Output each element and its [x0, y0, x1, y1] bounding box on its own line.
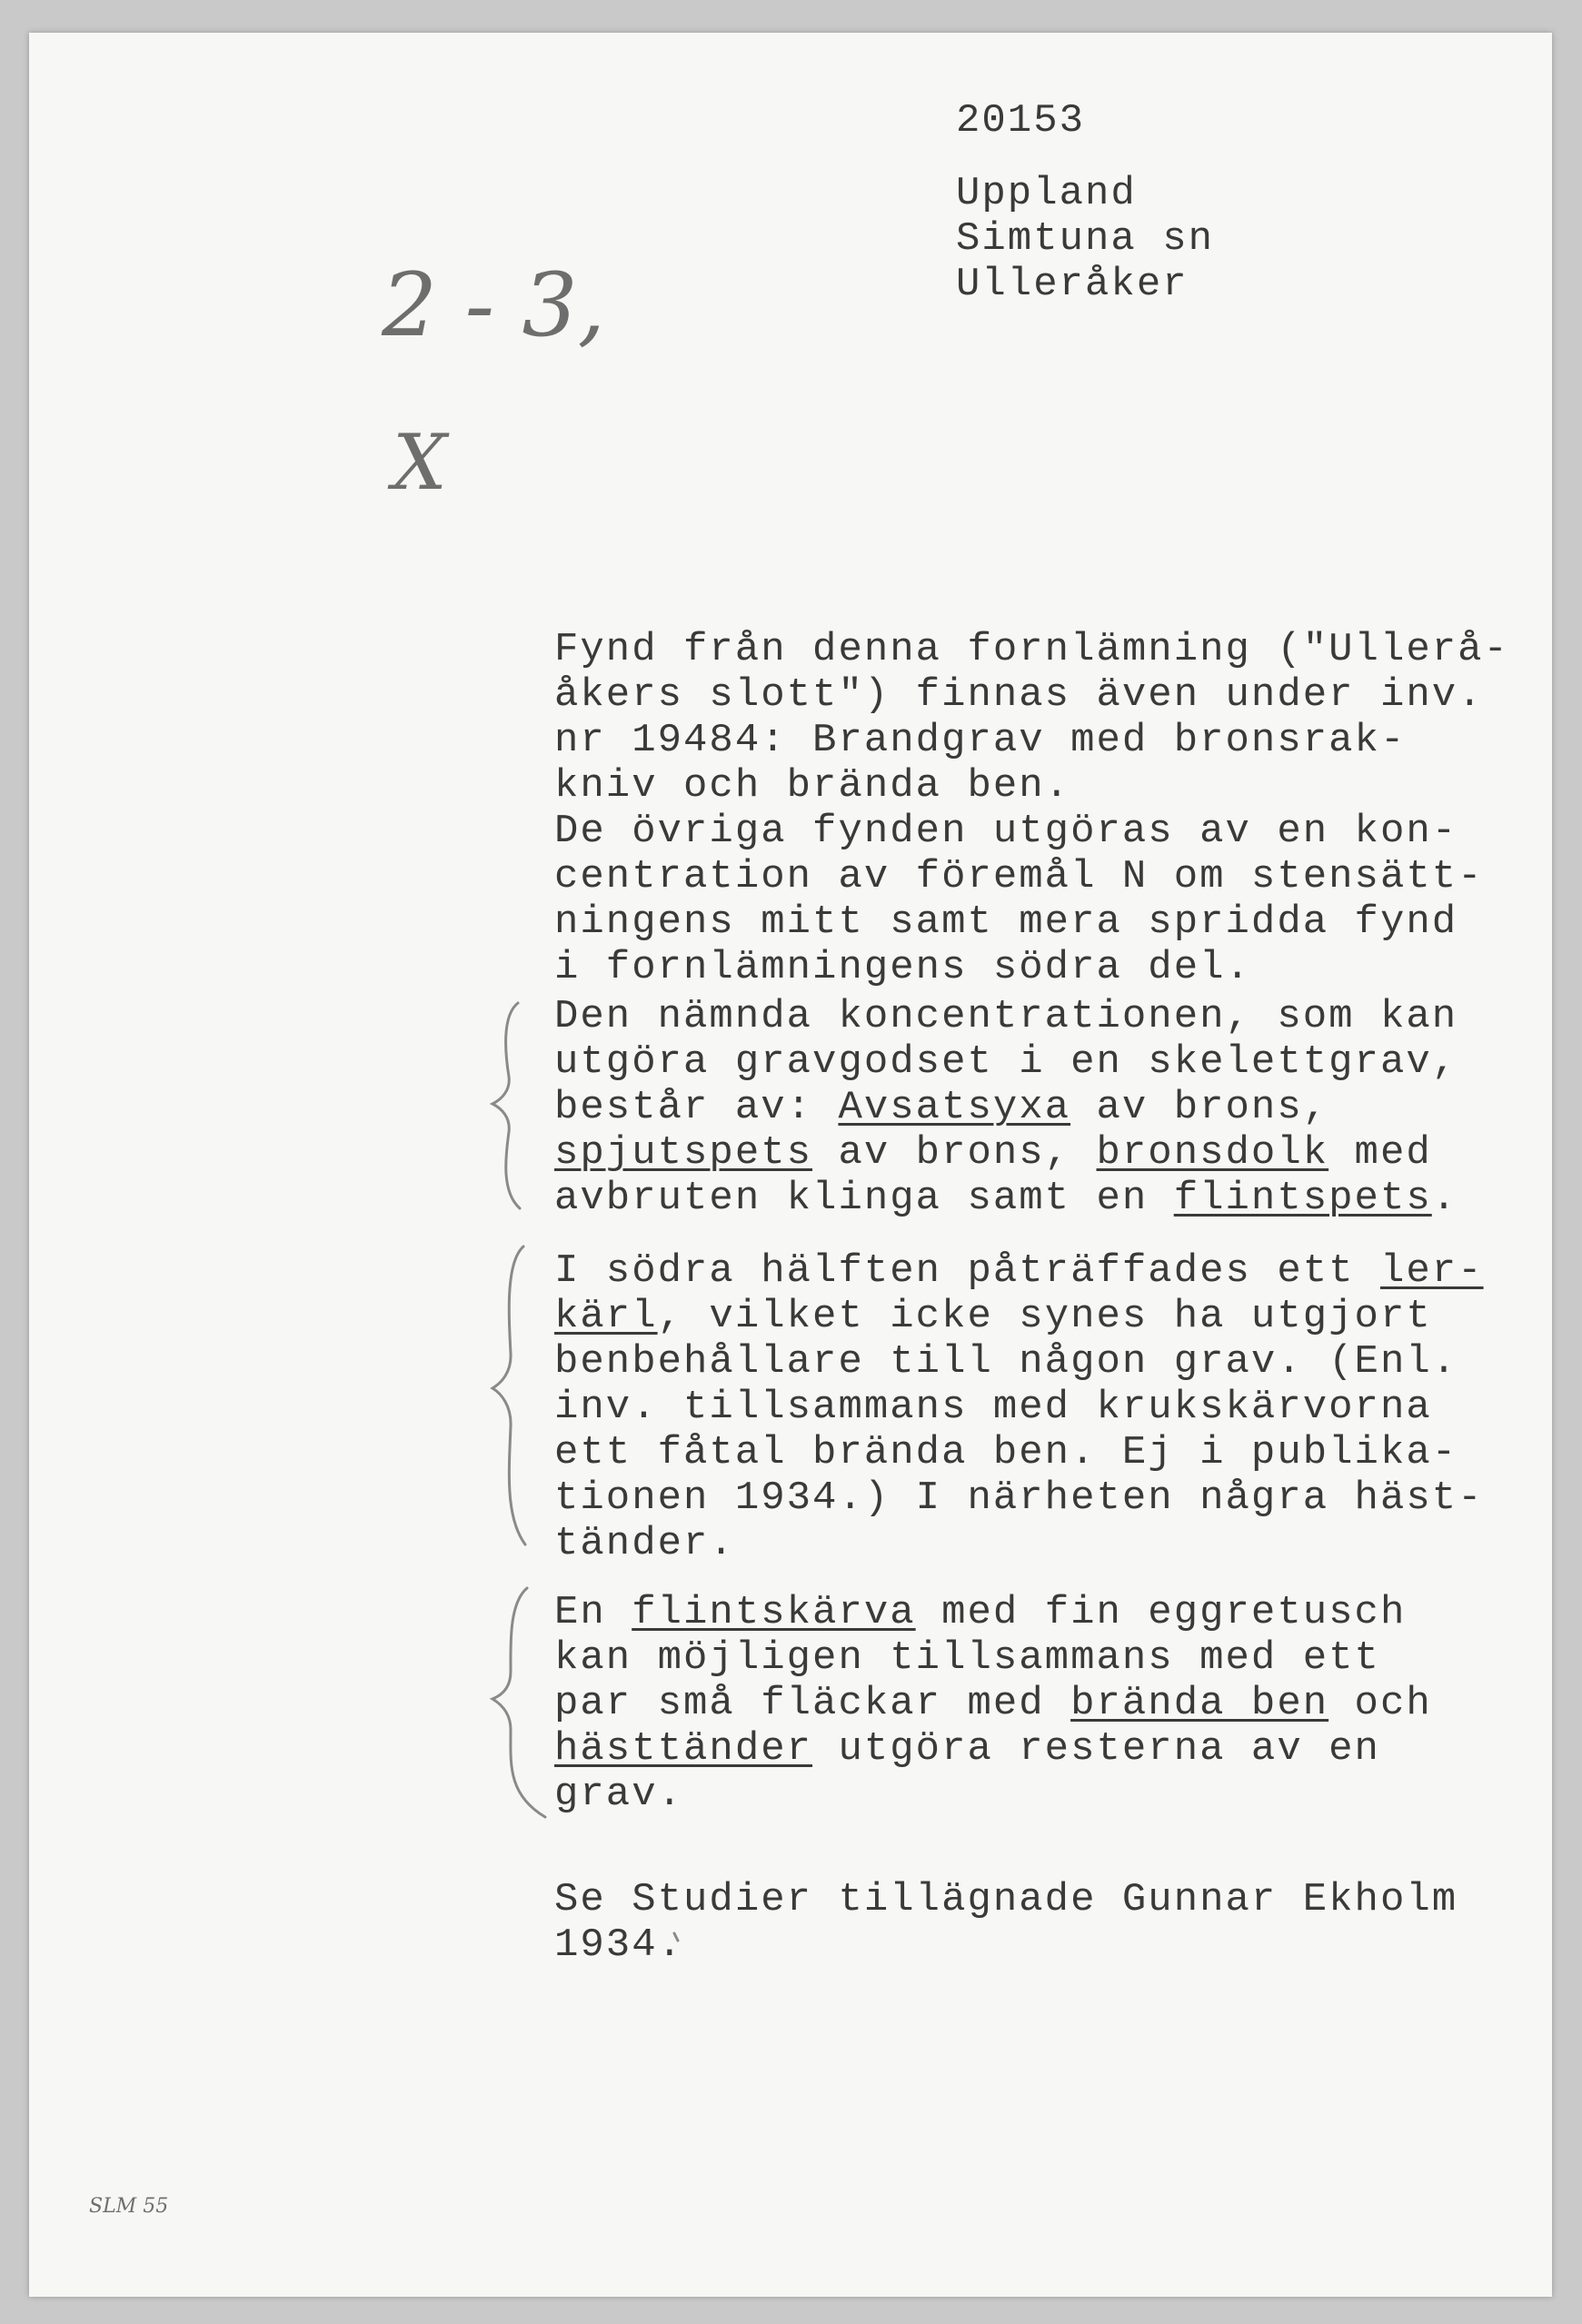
paragraph-4-line-7: tänder. — [554, 1521, 735, 1566]
underlined-term: bronsdolk — [1096, 1130, 1329, 1176]
footer-code: SLM 55 — [89, 2195, 169, 2218]
text-run: par små fläckar med — [554, 1681, 1071, 1726]
text-run: . — [1431, 1176, 1458, 1221]
margin-note-range: 2 - 3, — [382, 254, 606, 356]
paragraph-3-line-1: Den nämnda koncentrationen, som kan — [554, 994, 1458, 1039]
text-run: En — [554, 1590, 632, 1635]
text-run: utgöra resterna av en — [812, 1726, 1380, 1772]
underlined-term: flintskärva — [632, 1590, 916, 1635]
paragraph-4-line-4: inv. tillsammans med krukskärvorna — [554, 1385, 1432, 1430]
underlined-term: spjutspets — [554, 1130, 813, 1176]
paragraph-3-line-2: utgöra gravgodset i en skelettgrav, — [554, 1039, 1458, 1085]
paragraph-5-line-5: grav. — [554, 1772, 684, 1817]
text-run: med — [1328, 1130, 1432, 1176]
header-parish: Simtuna sn — [956, 216, 1215, 262]
paragraph-1-line-4: kniv och brända ben. — [554, 763, 1071, 809]
underlined-term: hästtänder — [554, 1726, 813, 1772]
reference-line-2: 1934. — [554, 1922, 684, 1968]
bracket-paragraph-4 — [493, 1246, 525, 1544]
paragraph-4-line-6: tionen 1934.) I närheten några häst- — [554, 1475, 1484, 1521]
text-run: I södra hälften påträffades ett — [554, 1248, 1380, 1294]
paragraph-1-line-3: nr 19484: Brandgrav med bronsrak- — [554, 718, 1407, 763]
margin-note-mark: X — [393, 418, 447, 507]
paragraph-2-line-3: ningens mitt samt mera spridda fynd — [554, 899, 1458, 945]
text-run: av brons, — [812, 1130, 1097, 1176]
paragraph-2-line-2: centration av föremål N om stensätt- — [554, 854, 1484, 899]
bracket-paragraph-5 — [493, 1588, 545, 1817]
paragraph-5-line-2: kan möjligen tillsammans med ett — [554, 1635, 1380, 1681]
underlined-term: ler- — [1379, 1248, 1484, 1294]
paragraph-2-line-4: i fornlämningens södra del. — [554, 945, 1251, 990]
pencil-tick — [674, 1933, 678, 1941]
text-run: med fin eggretusch — [915, 1590, 1407, 1635]
underlined-term: kärl — [554, 1294, 658, 1339]
text-run: av brons, — [1070, 1085, 1329, 1130]
header-site: Ulleråker — [956, 262, 1189, 307]
inventory-number: 20153 — [956, 98, 1086, 144]
text-run: avbruten klinga samt en — [554, 1176, 1174, 1221]
text-run: , vilket icke synes ha utgjort — [657, 1294, 1432, 1339]
underlined-term: flintspets — [1173, 1176, 1432, 1221]
header-province: Uppland — [956, 171, 1137, 216]
text-run: och — [1328, 1681, 1432, 1726]
reference-line-1: Se Studier tillägnade Gunnar Ekholm — [554, 1877, 1458, 1922]
underlined-term: brända ben — [1070, 1681, 1329, 1726]
paragraph-1-line-1: Fynd från denna fornlämning ("Ullerå- — [554, 627, 1509, 672]
text-run: består av: — [554, 1085, 839, 1130]
paragraph-2-line-1: De övriga fynden utgöras av en kon- — [554, 809, 1458, 854]
paragraph-4-line-3: benbehållare till någon grav. (Enl. — [554, 1339, 1458, 1385]
bracket-paragraph-3 — [493, 1003, 520, 1208]
paragraph-1-line-2: åkers slott") finnas även under inv. — [554, 672, 1484, 718]
underlined-term: Avsatsyxa — [838, 1085, 1071, 1130]
paragraph-4-line-5: ett fåtal brända ben. Ej i publika- — [554, 1430, 1458, 1475]
